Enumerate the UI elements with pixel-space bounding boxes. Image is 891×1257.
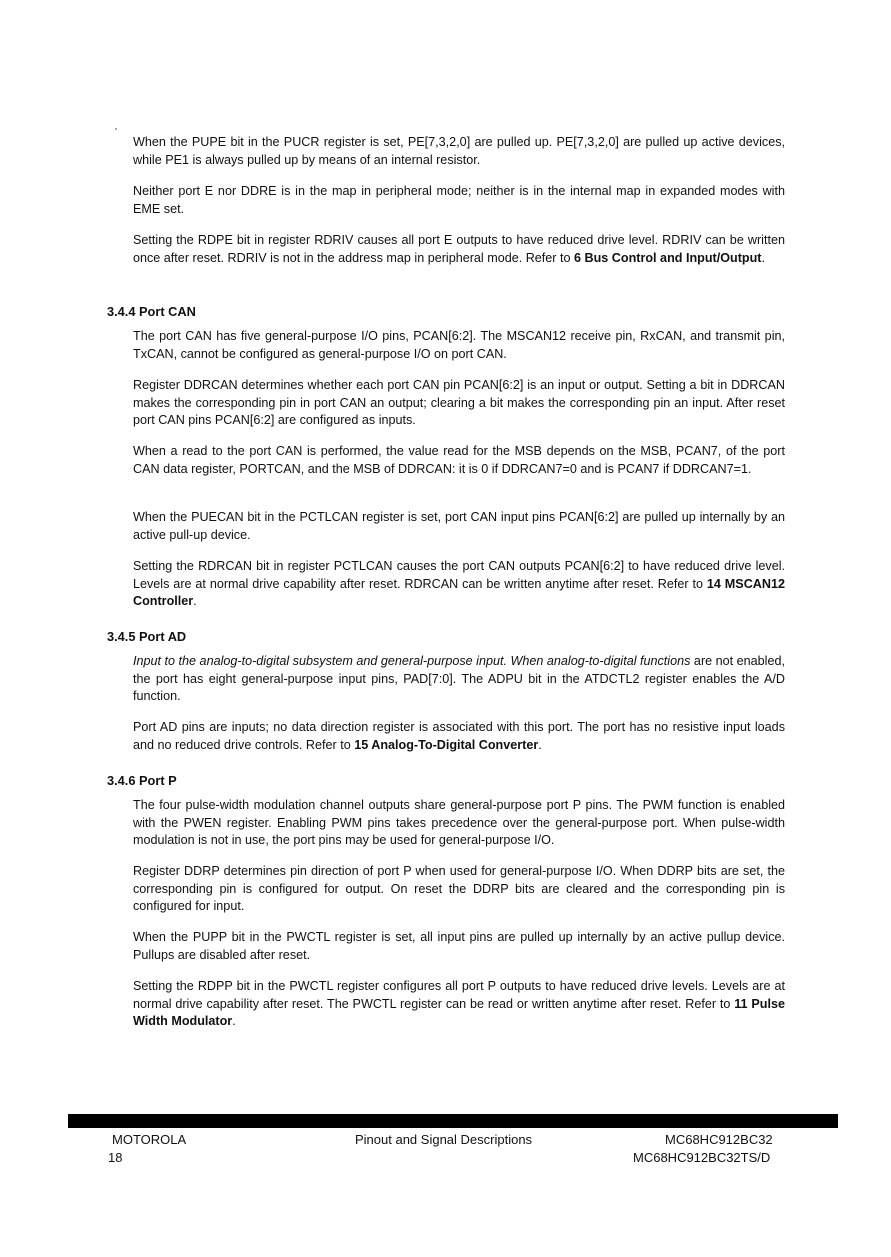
- footer-rule: [68, 1114, 838, 1128]
- paragraph-text: .: [761, 250, 765, 265]
- paragraph-text: The port CAN has five general-purpose I/O pins, PCAN[6:2]. The MSCAN12 receive pin, RxCAN, and transmit pin, TxCAN, cannot be configured as general-purpose I/O on port CAN.: [133, 329, 785, 361]
- paragraph-ddrcan: [133, 377, 785, 430]
- paragraph-text: Port AD pins are inputs; no data direction register is associated with this port. The port has no resistive input loads and no reduced drive controls. Refer to: [133, 720, 785, 752]
- footer-company: MOTOROLA: [112, 1132, 187, 1147]
- section-heading-port-can: 3.4.4 Port CAN: [107, 304, 196, 319]
- paragraph-text: When the PUECAN bit in the PCTLCAN register is set, port CAN input pins PCAN[6:2] are pulled up internally by an active pull-up device.: [133, 510, 785, 542]
- paragraph-text: .: [193, 594, 197, 608]
- paragraph-port-ad-inputs: [133, 719, 785, 754]
- paragraph-port-can-read: [133, 443, 785, 478]
- footer-section-title: Pinout and Signal Descriptions: [355, 1132, 533, 1147]
- paragraph-pupe: [133, 134, 785, 169]
- section-heading-port-ad: 3.4.5 Port AD: [107, 629, 187, 644]
- paragraph-text: .: [538, 737, 542, 752]
- cross-reference-link[interactable]: 14 MSCAN12 Controller: [133, 576, 785, 608]
- paragraph-text: Register DDRCAN determines whether each port CAN pin PCAN[6:2] is an input or output. Setting a bit in DDRCAN makes the corresponding pin in port CAN an output; clearing a bit makes the corresponding pin an input. After reset port CAN pins PCAN[6:2] are configured as inputs.: [133, 378, 785, 427]
- paragraph-text: The four pulse-width modulation channel outputs share general-purpose port P pins. The PWM function is enabled with the PWEN register. Enabling PWM pins takes precedence over the general-purpose port. When pulse-width modulation is not in use, the port pins may be used for general-purpose I/O.: [133, 798, 785, 847]
- cross-reference-link[interactable]: 11 Pulse Width Modulator: [133, 996, 785, 1028]
- paragraph-port-can-intro: [133, 328, 785, 363]
- paragraph-text: .: [232, 1014, 236, 1028]
- paragraph-text: When the PUPP bit in the PWCTL register is set, all input pins are pulled up internally by an active pullup device. Pullups are disabled after reset.: [133, 930, 785, 962]
- footer-doc-number: MC68HC912BC32TS/D: [633, 1150, 771, 1165]
- paragraph-text: are not enabled, the port has eight general-purpose input pins, PAD[7:0]. The ADPU bit in the ATDCTL2 register enables the A/D function.: [133, 654, 785, 703]
- paragraph-text: Neither port E nor DDRE is in the map in peripheral mode; neither is in the internal map in expanded modes with EME set.: [133, 184, 785, 216]
- paragraph-text: Setting the RDPP bit in the PWCTL register configures all port P outputs to have reduced drive levels. Levels are at normal drive capability after reset. The PWCTL register can be read or written anytime after reset. Refer to: [133, 979, 785, 1011]
- paragraph-neither-port-e: [133, 183, 785, 218]
- footer-page-number: 18: [108, 1150, 123, 1165]
- cross-reference-link[interactable]: 15 Analog-To-Digital Converter: [354, 737, 539, 752]
- paragraph-puecan: [133, 509, 785, 544]
- paragraph-rdpe: [133, 232, 785, 267]
- footer-part-number: MC68HC912BC32: [665, 1132, 773, 1147]
- paragraph-text: Setting the RDPE bit in register RDRIV causes all port E outputs to have reduced drive level. RDRIV can be written once after reset. RDRIV is not in the address map in peripheral mode. Refer to: [133, 233, 785, 265]
- paragraph-text: When the PUPE bit in the PUCR register is set, PE[7,3,2,0] are pulled up. PE[7,3,2,0] are pulled up active devices, while PE1 is always pulled up by means of an internal resistor.: [133, 135, 785, 167]
- paragraph-port-p-intro: [133, 797, 785, 850]
- paragraph-port-ad-intro: [133, 653, 785, 706]
- paragraph-text: Setting the RDRCAN bit in register PCTLCAN causes the port CAN outputs PCAN[6:2] to have reduced drive level. Levels are at normal drive capability after reset. RDRCAN can be written anytime after reset. Refer to: [133, 559, 785, 591]
- paragraph-text-italic: Input to the analog-to-digital subsystem and general-purpose input. When analog-to-digital functions: [133, 654, 691, 668]
- cross-reference-link[interactable]: 6 Bus Control and Input/Output: [574, 250, 762, 265]
- paragraph-rdrcan: [133, 558, 785, 611]
- scan-speck: [115, 128, 117, 130]
- paragraph-pupp: [133, 929, 785, 964]
- paragraph-ddrp: [133, 863, 785, 916]
- section-heading-port-p: 3.4.6 Port P: [107, 773, 177, 788]
- paragraph-text: When a read to the port CAN is performed, the value read for the MSB depends on the MSB, PCAN7, of the port CAN data register, PORTCAN, and the MSB of DDRCAN: it is 0 if DDRCAN7=0 and is PCAN7 if DDRCAN7=1.: [133, 444, 785, 476]
- paragraph-text: Register DDRP determines pin direction of port P when used for general-purpose I/O. When DDRP bits are set, the corresponding pin is configured for output. On reset the DDRP bits are cleared and the corresponding pin is configured for input.: [133, 864, 785, 913]
- paragraph-rdpp: [133, 978, 785, 1031]
